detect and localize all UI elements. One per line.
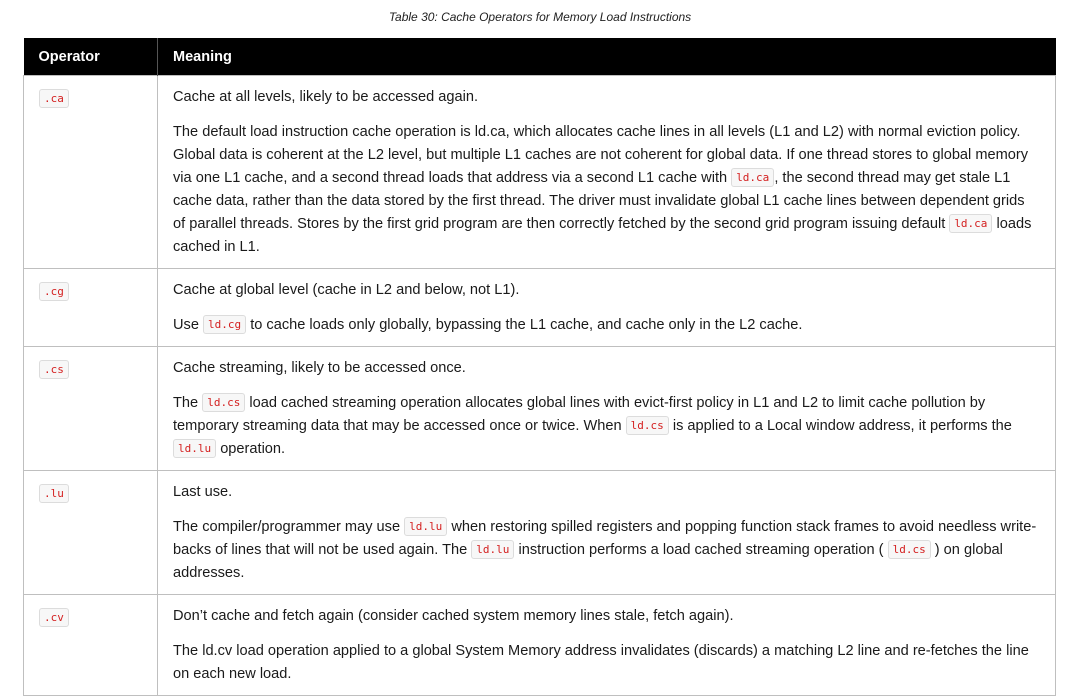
inline-code: ld.lu [471, 540, 514, 559]
inline-code: ld.cg [203, 315, 246, 334]
operator-cell [24, 595, 158, 696]
detail-text: The [173, 395, 199, 411]
inline-code: ld.lu [173, 439, 216, 458]
operator-cell [24, 347, 158, 471]
inline-code: ld.lu [404, 517, 447, 536]
table-row [24, 269, 1056, 347]
meaning-cell [158, 269, 1056, 347]
meaning-cell [158, 595, 1056, 696]
meaning-summary: Last use. [173, 484, 233, 500]
meaning-cell [158, 76, 1056, 269]
inline-code: ld.cs [626, 416, 669, 435]
meaning-detail: The ld.cv load operation applied to a global System Memory address invalidates (discards) a matching L2 line and re-fetches the line on each new load. [173, 643, 1029, 682]
meaning-detail [173, 314, 1040, 337]
meaning-detail [173, 516, 1040, 585]
operator-code: .cg [39, 282, 69, 301]
meaning-summary: Cache streaming, likely to be accessed once. [173, 360, 466, 376]
inline-code: ld.ca [731, 168, 774, 187]
detail-text: Use [173, 317, 199, 333]
table-caption: Table 30: Cache Operators for Memory Load Instructions [388, 10, 692, 24]
inline-code: ld.cs [202, 393, 245, 412]
operator-cell [24, 269, 158, 347]
cache-operators-table [23, 38, 1056, 696]
operator-cell [24, 76, 158, 269]
operator-code: .cs [39, 360, 69, 379]
meaning-summary: Don’t cache and fetch again (consider cached system memory lines stale, fetch again). [173, 608, 734, 624]
detail-text: loads cached in L1. [173, 216, 1032, 255]
operator-column-header: Operator [24, 38, 158, 76]
detail-text: instruction performs a load cached streaming operation ( [518, 542, 884, 558]
meaning-cell [158, 347, 1056, 471]
detail-text: The compiler/programmer may use [173, 519, 401, 535]
detail-text: operation. [220, 441, 286, 457]
detail-text: , the second thread may get stale L1 cache data, rather than the data stored by the first thread. The driver must invalidate global L1 cache lines between dependent grids of parallel threads. Stores by the first grid program are then correctly fetched by the second grid program issuing default [173, 170, 1025, 232]
meaning-summary: Cache at all levels, likely to be accessed again. [173, 89, 479, 105]
table-row [24, 76, 1056, 269]
detail-text: load cached streaming operation allocates global lines with evict-first policy in L1 and L2 to limit cache pollution by temporary streaming data that may be accessed once or twice. When [173, 395, 986, 434]
table-row [24, 595, 1056, 696]
inline-code: ld.cs [888, 540, 931, 559]
operator-cell [24, 471, 158, 595]
detail-text: is applied to a Local window address, it performs the [672, 418, 1012, 434]
table-row [24, 347, 1056, 471]
table-header-row [24, 38, 1056, 76]
operator-code: .cv [39, 608, 69, 627]
detail-text: ) on global addresses. [173, 542, 1003, 581]
inline-code: ld.ca [949, 214, 992, 233]
table-row [24, 471, 1056, 595]
meaning-summary: Cache at global level (cache in L2 and below, not L1). [173, 282, 520, 298]
detail-text: to cache loads only globally, bypassing the L1 cache, and cache only in the L2 cache. [250, 317, 803, 333]
detail-text: when restoring spilled registers and popping function stack frames to avoid needless write-backs of lines that will not be used again. The [173, 519, 1037, 558]
meaning-cell [158, 471, 1056, 595]
meaning-column-header: Meaning [158, 38, 1056, 76]
detail-text: The default load instruction cache operation is ld.ca, which allocates cache lines in all levels (L1 and L2) with normal eviction policy. Global data is coherent at the L2 level, but multiple L1 caches are not coherent for global data. If one thread stores to global memory via one L1 cache, and a second thread loads that address via a second L1 cache with [173, 124, 1029, 186]
meaning-detail [173, 392, 1040, 461]
meaning-detail [173, 121, 1040, 259]
operator-code: .ca [39, 89, 69, 108]
operator-code: .lu [39, 484, 69, 503]
